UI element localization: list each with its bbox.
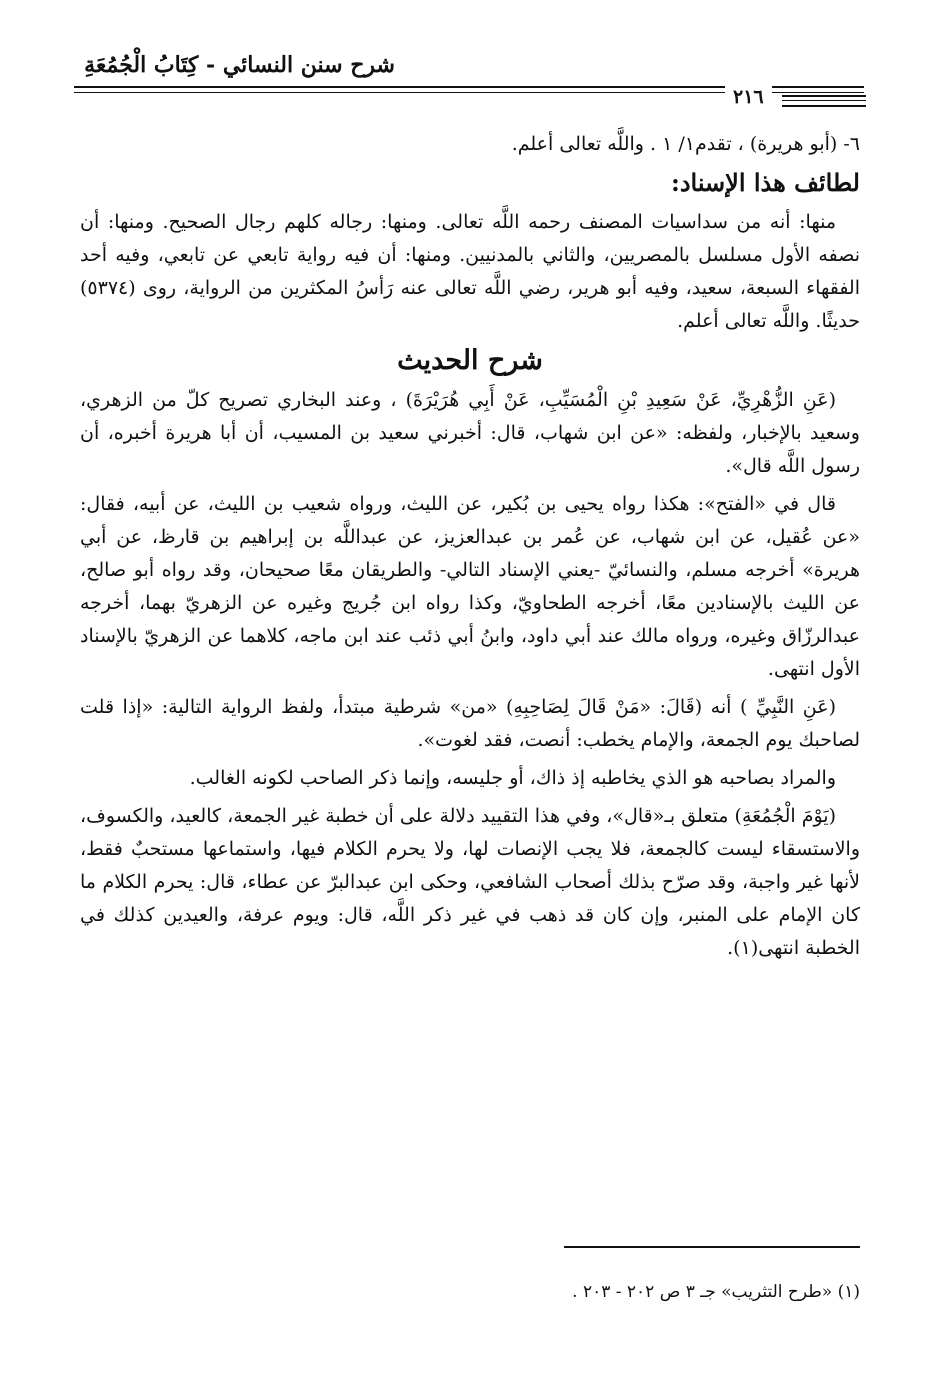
page-number-rule	[782, 95, 866, 97]
hadith-heading: شرح الحديث	[397, 345, 543, 376]
body-text	[80, 128, 860, 970]
hadith-paragraph-5: (يَوْمَ الْجُمُعَةِ) متعلق بـ«قال»، وفي هذا التقييد دلالة على أن خطبة غير الجمعة، كالعيد، والكسوف، والاستسقاء ليست كالجمعة، فلا يجب الإنصات لها، ولا يحرم الكلام فيها، واستماعها مستحبٌ فقط، لأنها غير واجبة، وقد صرّح بذلك أصحاب الشافعي، وحكى ابن عبدالبرّ عن عطاء، قال: يحرم الكلام ما كان الإمام على المنبر، وإن كان قد ذهب في غير ذكر اللَّه، قال: ويوم عرفة، والعيدين كذلك في الخطبة انتهى(١).	[80, 805, 860, 959]
footnote-separator	[564, 1246, 860, 1248]
hadith-paragraph-2: قال في «الفتح»: هكذا رواه يحيى بن بُكير، عن الليث، ورواه شعيب بن الليث، عن أبيه، فقال: «عن عُقيل، عن ابن شهاب، عن عُمر بن عبدالعزيز، عن عبداللَّه بن إبراهيم بن قارظ، عن أبي هريرة» أخرجه مسلم، والنسائيّ -يعني الإسناد التالي- والطريقان معًا صحيحان، وقد رواه أبو صالح، عن الليث بالإسنادين معًا، أخرجه الطحاويّ، وكذا رواه ابن جُريج وغيره عن الزهريّ بهما، أخرجه عبدالرزّاق وغيره، ورواه مالك عند أبي داود، وابنُ أبي ذئب عند ابن ماجه، كلاهما عن الزهريّ بالإسناد الأول انتهى.	[80, 493, 860, 680]
running-title: شرح سنن النسائي - كِتَابُ الْجُمُعَةِ	[84, 52, 395, 78]
hadith-paragraph-1: (عَنِ الزُّهْرِيِّ، عَنْ سَعِيدِ بْنِ الْمُسَيِّبِ، عَنْ أَبِي هُرَيْرَةَ) ، وعند البخاري تصريح كلّ من الزهري، وسعيد بالإخبار، ولفظه: «عن ابن شهاب، قال: أخبرني سعيد بن المسيب، أن أبا هريرة أخبره، أن رسول اللَّه قال».	[80, 389, 860, 477]
page-number-rule	[782, 100, 866, 101]
narrator-line: ٦- (أبو هريرة) ، تقدم١/ ١ . واللَّه تعالى أعلم.	[511, 133, 860, 155]
isnad-heading: لطائف هذا الإسناد:	[670, 168, 860, 197]
page-number-rule	[782, 105, 866, 107]
hadith-paragraph-3: (عَنِ النَّبِيِّ ) أنه (قَالَ: «مَنْ قَالَ لِصَاحِبِهِ) «من» شرطية مبتدأ، ولفظ الرواية التالية: «إذا قلت لصاحبك يوم الجمعة، والإمام يخطب: أنصت، فقد لغوت».	[80, 696, 860, 751]
footnote: (١) «طرح التثريب» جـ ٣ ص ٢٠٢ - ٢٠٣ .	[572, 1282, 860, 1302]
isnad-paragraph: منها: أنه من سداسيات المصنف رحمه اللَّه تعالى. ومنها: رجاله كلهم رجال الصحيح. ومنها: أن نصفه الأول مسلسل بالمصريين، والثاني بالمدنيين. ومنها: أن فيه رواية تابعي عن تابعي، وفيه أحد الفقهاء السبعة، سعيد، وفيه أبو هرير، رضي اللَّه تعالى عنه رَأسُ المكثرين من الرواية، روى (٥٣٧٤) حديثًا. واللَّه تعالى أعلم.	[80, 211, 860, 332]
hadith-paragraph-4: والمراد بصاحبه هو الذي يخاطبه إذ ذاك، أو جليسه، وإنما ذكر الصاحب لكونه الغالب.	[189, 767, 836, 789]
page-number: ٢١٦	[725, 86, 772, 108]
